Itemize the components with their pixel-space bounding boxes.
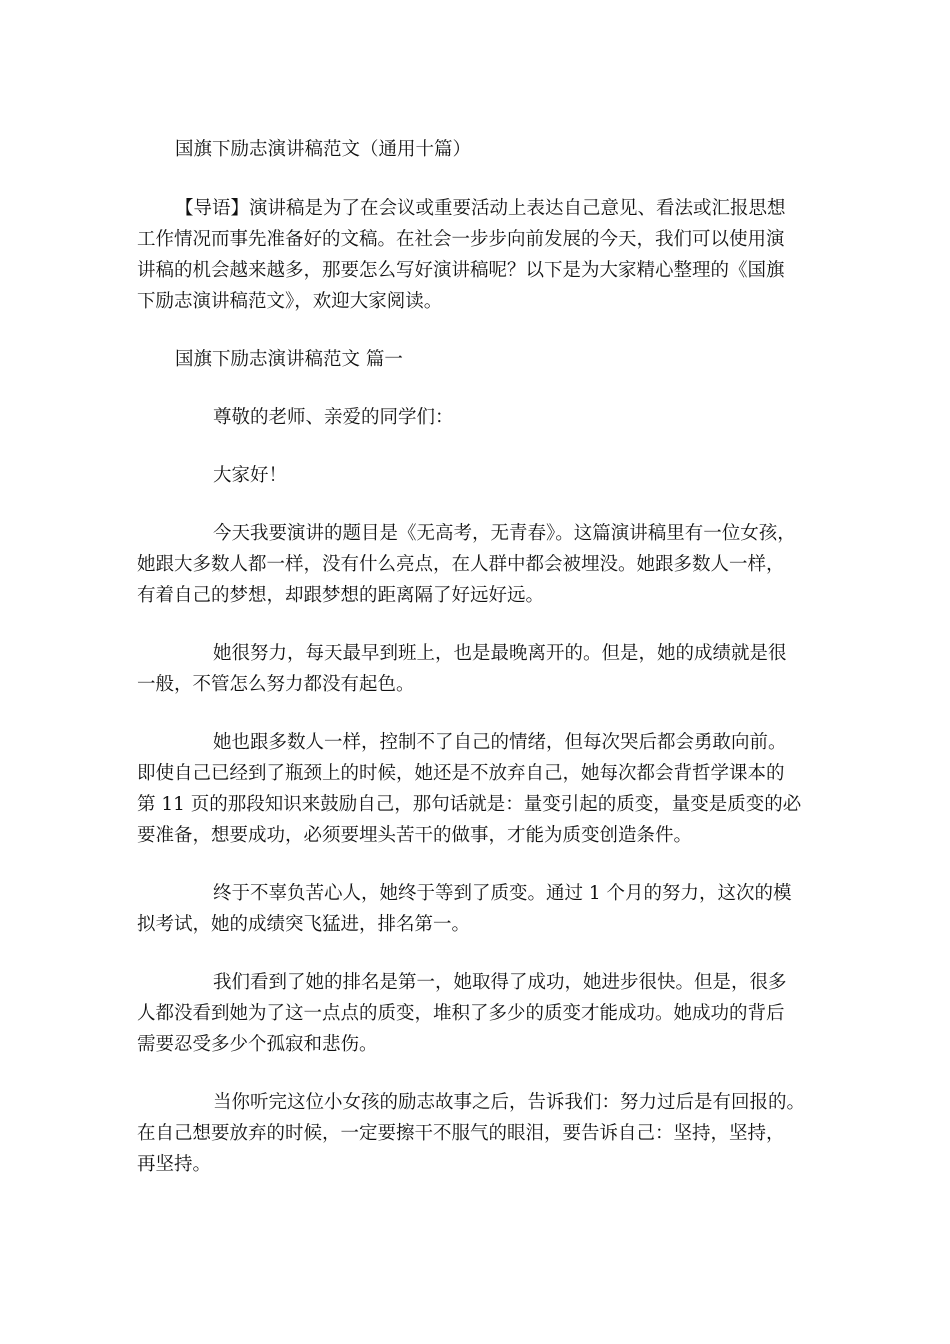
greeting: 大家好！ [213,465,288,486]
paragraph-line: 人都没看到她为了这一点点的质变，堆积了多少的质变才能成功。她成功的背后 [137,1003,785,1024]
greeting-block [137,460,813,491]
intro-line-4: 下励志演讲稿范文》，欢迎大家阅读。 [137,291,443,312]
body-paragraph-3 [137,727,813,851]
salutation: 尊敬的老师、亲爱的同学们： [213,407,454,428]
paragraph-line: 再坚持。 [137,1154,212,1175]
body-paragraph-2 [137,638,813,700]
paragraph-line: 第 11 页的那段知识来鼓励自己，那句话就是：量变引起的质变，量变是质变的必 [137,794,802,815]
body-paragraph-1 [137,518,813,611]
paragraph-line: 有着自己的梦想，却跟梦想的距离隔了好远好远。 [137,585,545,606]
body-paragraph-4 [137,878,813,940]
body-paragraph-5 [137,967,813,1060]
paragraph-line: 她也跟多数人一样，控制不了自己的情绪，但每次哭后都会勇敢向前。 [213,732,787,753]
paragraph-line: 我们看到了她的排名是第一，她取得了成功，她进步很快。但是，很多 [213,972,787,993]
paragraph-line: 拟考试，她的成绩突飞猛进，排名第一。 [137,914,471,935]
paragraph-line: 需要忍受多少个孤寂和悲伤。 [137,1034,378,1055]
salutation-block [137,402,813,433]
paragraph-line: 她跟大多数人都一样，没有什么亮点，在人群中都会被埋没。她跟多数人一样， [137,554,785,575]
paragraph-line: 在自己想要放弃的时候，一定要擦干不服气的眼泪，要告诉自己：坚持，坚持， [137,1123,785,1144]
body-paragraph-6 [137,1087,813,1180]
paragraph-line: 即使自己已经到了瓶颈上的时候，她还是不放弃自己，她每次都会背哲学课本的 [137,763,785,784]
intro-line-2: 工作情况而事先准备好的文稿。在社会一步步向前发展的今天，我们可以使用演 [137,229,785,250]
paragraph-line: 终于不辜负苦心人，她终于等到了质变。通过 1 个月的努力，这次的模 [213,883,792,904]
paragraph-line: 当你听完这位小女孩的励志故事之后，告诉我们：努力过后是有回报的。 [213,1092,806,1113]
document-title: 国旗下励志演讲稿范文（通用十篇） [175,139,472,160]
intro-paragraph [137,193,813,317]
paragraph-line: 她很努力，每天最早到班上，也是最晚离开的。但是，她的成绩就是很 [213,643,787,664]
section-heading-block [137,344,813,375]
paragraph-line: 一般，不管怎么努力都没有起色。 [137,674,415,695]
paragraph-line: 今天我要演讲的题目是《无高考，无青春》。这篇演讲稿里有一位女孩， [213,523,796,544]
paragraph-line: 要准备，想要成功，必须要埋头苦干的做事，才能为质变创造条件。 [137,825,693,846]
intro-line-1: 【导语】演讲稿是为了在会议或重要活动上表达自己意见、看法或汇报思想 [175,198,786,219]
intro-line-3: 讲稿的机会越来越多，那要怎么写好演讲稿呢？以下是为大家精心整理的《国旗 [137,260,785,281]
section-title: 国旗下励志演讲稿范文 篇一 [175,349,403,370]
document-body [137,134,813,1207]
